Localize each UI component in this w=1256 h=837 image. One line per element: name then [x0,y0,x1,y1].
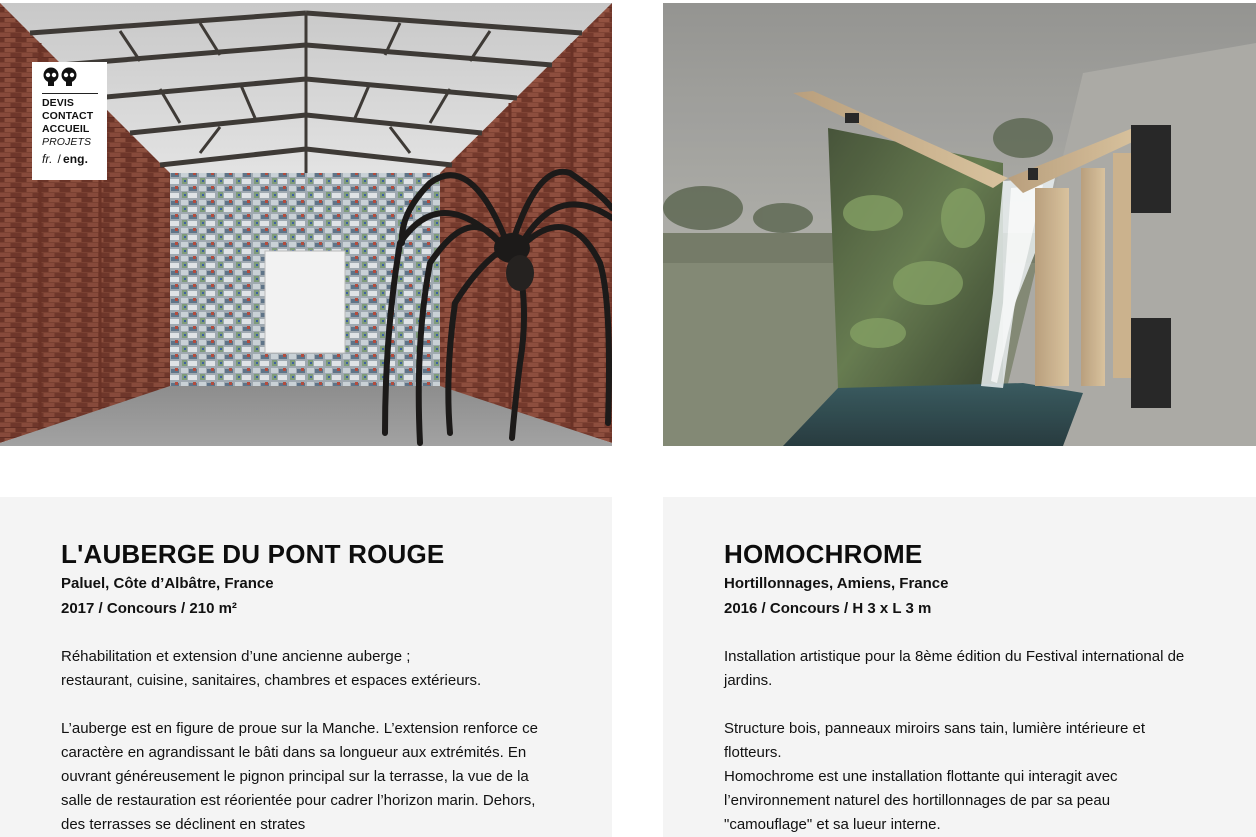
nav-logo-box [32,62,107,180]
description-paragraph: Réhabilitation et extension d’une ancienne auberge ; restaurant, cuisine, sanitaires, chambres et espaces extérieurs. [61,648,482,689]
project-description [724,645,1199,837]
nav-contact-link[interactable]: CONTACT [42,110,94,122]
nav-devis-link[interactable]: DEVIS [42,97,75,109]
lang-separator: / [57,152,61,166]
description-paragraph: Structure bois, panneaux miroirs sans tain, lumière intérieure et flotteurs. [724,720,1146,761]
project-description [61,645,551,837]
description-paragraph: Homochrome est une installation flottante qui interagit avec l’environnement naturel des hortillonnages de par sa peau "camouflage" et sa lueur interne. [724,768,1118,833]
lang-eng-link[interactable]: eng. [62,152,89,166]
language-switcher [42,153,107,166]
lang-fr-link[interactable]: fr. [42,152,53,166]
project-location: Paluel, Côte d’Albâtre, France [61,575,274,592]
installation-render [663,3,1256,446]
project-image-homochrome[interactable] [663,3,1256,446]
description-paragraph: L’auberge est en figure de proue sur la Manche. L’extension renforce ce caractère en agrandissant le bâti dans sa longueur aux extrémités. En ouvrant généreusement le pignon principal sur la terrasse, la vue de la salle de restauration est réorientée pour cadrer l’horizon marin. Dehors, des terrasses se déclinent en strates [61,720,538,833]
logo-divider [42,93,98,94]
project-title[interactable]: L'AUBERGE DU PONT ROUGE [61,539,445,569]
twin-skulls-icon[interactable] [42,67,107,91]
project-card-homochrome [663,497,1256,837]
project-meta: 2016 / Concours / H 3 x L 3 m [724,600,932,617]
nav-accueil-link[interactable]: ACCUEIL [42,123,90,135]
nav-projets-link[interactable]: PROJETS [42,136,92,148]
project-meta: 2017 / Concours / 210 m² [61,600,237,617]
description-paragraph: Installation artistique pour la 8ème édition du Festival international de jardins. [724,648,1185,689]
project-location: Hortillonnages, Amiens, France [724,575,949,592]
project-title[interactable]: HOMOCHROME [724,539,923,569]
project-card-auberge [0,497,612,837]
